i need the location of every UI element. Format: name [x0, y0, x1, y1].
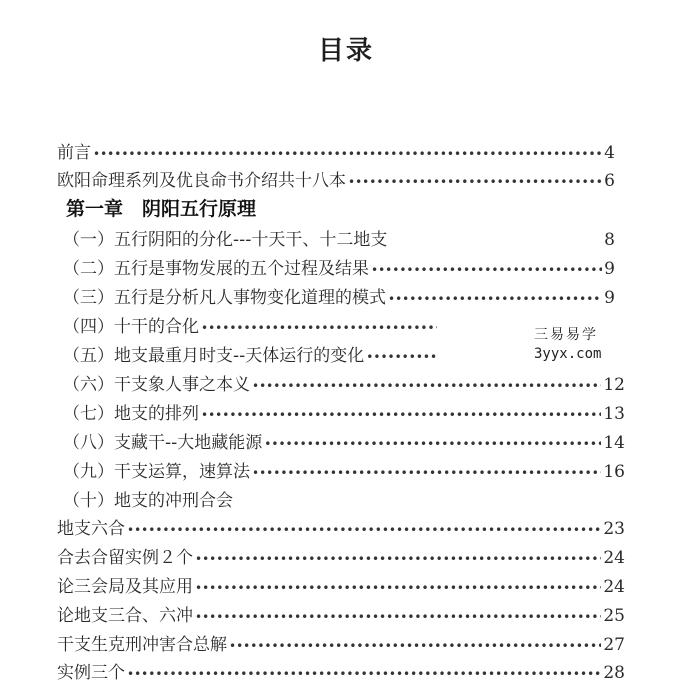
toc-leader-dots [388, 291, 602, 309]
toc-entry-page: 28 [603, 663, 625, 683]
toc-entry [63, 397, 625, 425]
toc-entry [57, 541, 625, 569]
toc-leader-dots [93, 146, 602, 164]
toc-leader-dots [348, 174, 602, 192]
toc-entry [57, 656, 625, 684]
toc-entry-label: 干支生克刑冲害合总解 [57, 635, 227, 655]
toc-entry-label: （七）地支的排列 [63, 404, 199, 424]
toc-entry-page: 16 [603, 462, 625, 482]
toc-leader-dots [127, 522, 601, 540]
chapter-heading: 第一章 阴阳五行原理 [66, 198, 257, 220]
toc-leader-dots [195, 580, 601, 598]
toc-leader-dots [371, 262, 602, 280]
toc-entry [63, 281, 615, 309]
toc-entry-page: 6 [604, 171, 615, 191]
toc-entry-label: （九）干支运算，速算法 [63, 462, 250, 482]
toc-entry-label: 欧阳命理系列及优良命书介绍共十八本 [57, 171, 346, 191]
toc-leader-dots [195, 609, 601, 627]
toc-entry-page: 4 [604, 143, 615, 163]
toc-entry-label: （五）地支最重月时支--天体运行的变化 [63, 346, 365, 366]
toc-entry-label: 实例三个 [57, 663, 125, 683]
watermark-name: 三易易学 [534, 327, 598, 343]
toc-entry-page: 14 [603, 433, 625, 453]
toc-entry-page: 13 [603, 404, 625, 424]
toc-entry-label: （六）干支象人事之本义 [63, 375, 250, 395]
toc-leader-dots [252, 465, 601, 483]
toc-entry [57, 136, 615, 164]
toc-entry [63, 426, 625, 454]
toc-entry-label: （一）五行阴阳的分化---十天干、十二地支 [63, 230, 388, 250]
toc-entry [57, 164, 615, 192]
toc-entry-page: 8 [604, 230, 615, 250]
toc-entry [63, 368, 625, 396]
toc-leader-dots [201, 407, 601, 425]
toc-entry-label: 论三会局及其应用 [57, 577, 193, 597]
toc-entry [57, 599, 625, 627]
toc-entry-page: 9 [604, 259, 615, 279]
toc-entry-page: 27 [603, 635, 625, 655]
toc-entry [63, 484, 263, 512]
toc-entry-page: 9 [604, 288, 615, 308]
toc-entry [57, 512, 625, 540]
toc-leader-dots [201, 320, 437, 338]
toc-entry-label: （二）五行是事物发展的五个过程及结果 [63, 259, 369, 279]
toc-leader-dots [229, 638, 601, 656]
toc-entry-label: （四）十干的合化 [63, 317, 199, 337]
toc-entry-page: 25 [603, 606, 625, 626]
toc-entry-page: 24 [603, 577, 625, 597]
toc-entry [63, 455, 625, 483]
watermark-url: 3yyx.com [534, 346, 602, 362]
toc-leader-dots [252, 378, 601, 396]
toc-entry-page: 23 [603, 519, 625, 539]
page-title: 目录 [317, 36, 374, 66]
toc-leader-dots [366, 349, 437, 367]
watermark [520, 316, 630, 372]
toc-entry-label: （八）支藏干--大地藏能源 [63, 433, 263, 453]
toc-entry [63, 310, 439, 338]
toc-entry-page: 24 [603, 548, 625, 568]
toc-leader-dots [127, 666, 601, 684]
toc-leader-dots [264, 436, 601, 454]
toc-entry-label: （十）地支的冲刑合会 [63, 491, 233, 511]
toc-leader-dots [195, 551, 601, 569]
toc-entry [63, 252, 615, 280]
toc-entry-label: 论地支三合、六冲 [57, 606, 193, 626]
toc-entry [63, 223, 615, 251]
toc-entry [57, 570, 625, 598]
toc-entry-label: 地支六合 [57, 519, 125, 539]
toc-entry [57, 628, 625, 656]
toc-entry-page: 12 [603, 375, 625, 395]
toc-entry-label: 合去合留实例２个 [57, 548, 193, 568]
toc-entry-label: （三）五行是分析凡人事物变化道理的模式 [63, 288, 386, 308]
toc-entry-label: 前言 [57, 143, 91, 163]
toc-entry [63, 339, 439, 367]
